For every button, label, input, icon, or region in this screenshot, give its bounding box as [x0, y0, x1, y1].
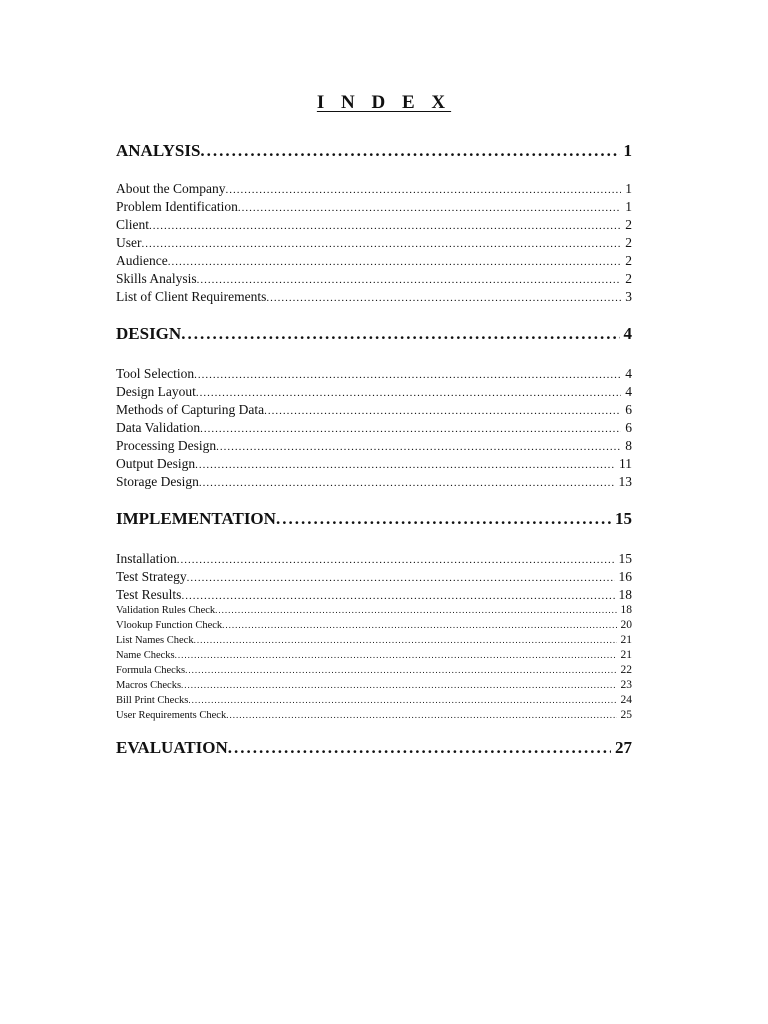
heading-label: IMPLEMENTATION: [116, 509, 276, 528]
dot-leader: [175, 648, 617, 663]
dot-leader: [226, 181, 622, 198]
toc-item: [116, 252, 632, 270]
dot-leader: [264, 402, 621, 419]
dot-leader: [181, 322, 619, 346]
subitem-label: Validation Rules Check: [116, 605, 216, 616]
dot-leader: [226, 708, 616, 723]
dot-leader: [177, 551, 615, 568]
page-number: 15: [618, 551, 632, 566]
toc-item: [116, 568, 632, 586]
page-number: 2: [625, 235, 632, 250]
dot-leader: [187, 569, 615, 586]
page-number: 13: [618, 474, 632, 489]
page-number: 18: [620, 604, 632, 616]
page-number: 25: [620, 709, 632, 721]
item-label: Data Validation: [116, 420, 201, 435]
page-number: 23: [620, 679, 632, 691]
heading-label: ANALYSIS: [116, 141, 201, 160]
item-label: Client: [116, 217, 149, 232]
toc-item: [116, 419, 632, 437]
page-number: 15: [615, 509, 632, 528]
item-label: Problem Identification: [116, 199, 238, 214]
page-number: 2: [625, 253, 632, 268]
page-number: 24: [620, 694, 632, 706]
subitem-label: Vlookup Function Check: [116, 620, 223, 631]
toc-heading-evaluation: [116, 736, 632, 760]
dot-leader: [188, 693, 616, 708]
dot-leader: [200, 139, 619, 163]
toc-item: [116, 216, 632, 234]
item-label: User: [116, 235, 142, 250]
subitem-label: Macros Checks: [116, 680, 182, 691]
dot-leader: [181, 587, 614, 604]
dot-leader: [197, 271, 622, 288]
page-number: 3: [625, 289, 632, 304]
dot-leader: [200, 420, 621, 437]
item-label: List of Client Requirements: [116, 289, 267, 304]
toc-subitem: [116, 633, 632, 648]
heading-label: DESIGN: [116, 324, 182, 343]
toc-item: [116, 198, 632, 216]
toc-subitem: [116, 618, 632, 633]
toc-subitem: [116, 603, 632, 618]
toc-heading-analysis: [116, 139, 632, 163]
index-title: I N D E X: [316, 92, 452, 113]
toc-item: [116, 270, 632, 288]
implementation-section: [116, 507, 632, 531]
item-label: Design Layout: [116, 384, 196, 399]
dot-leader: [181, 678, 616, 693]
dot-leader: [149, 217, 621, 234]
toc-item: [116, 180, 632, 198]
toc-item: [116, 383, 632, 401]
page-number: 6: [625, 420, 632, 435]
page-number: 11: [619, 456, 632, 471]
toc-item: [116, 437, 632, 455]
page-number: 16: [618, 569, 632, 584]
page-number: 1: [623, 141, 632, 160]
page-number: 1: [625, 199, 632, 214]
subitem-label: List Names Check: [116, 635, 194, 646]
subitem-label: Formula Checks: [116, 665, 186, 676]
dot-leader: [195, 456, 615, 473]
page-number: 22: [620, 664, 632, 676]
page-number: 21: [620, 634, 632, 646]
toc-subitem: [116, 648, 632, 663]
dot-leader: [168, 253, 622, 270]
page-number: 6: [625, 402, 632, 417]
page-number: 20: [620, 619, 632, 631]
dot-leader: [194, 366, 621, 383]
toc-subitem: [116, 678, 632, 693]
item-label: Processing Design: [116, 438, 217, 453]
dot-leader: [194, 633, 617, 648]
page-number: 8: [625, 438, 632, 453]
analysis-section: [116, 139, 632, 163]
dot-leader: [228, 736, 611, 760]
dot-leader: [142, 235, 622, 252]
toc-item: [116, 455, 632, 473]
dot-leader: [199, 474, 615, 491]
toc-item: [116, 365, 632, 383]
toc-item: [116, 234, 632, 252]
dot-leader: [238, 199, 621, 216]
toc-subitem: [116, 708, 632, 723]
subitem-label: User Requirements Check: [116, 710, 227, 721]
subitem-label: Bill Print Checks: [116, 695, 189, 706]
page-number: 18: [618, 587, 632, 602]
toc-subitem: [116, 693, 632, 708]
toc-item: [116, 473, 632, 491]
dot-leader: [216, 438, 621, 455]
toc-item: [116, 586, 632, 604]
item-label: Storage Design: [116, 474, 199, 489]
implementation-subitems: [116, 603, 632, 723]
toc-item: [116, 401, 632, 419]
page-number: 2: [625, 271, 632, 286]
subitem-label: Name Checks: [116, 650, 175, 661]
toc-heading-design: [116, 322, 632, 346]
item-label: Skills Analysis: [116, 271, 197, 286]
item-label: Output Design: [116, 456, 196, 471]
design-section: [116, 322, 632, 346]
item-label: Test Results: [116, 587, 182, 602]
item-label: Methods of Capturing Data: [116, 402, 265, 417]
analysis-items: [116, 180, 632, 306]
dot-leader: [276, 507, 611, 531]
page-number: 2: [625, 217, 632, 232]
page-number: 4: [625, 366, 632, 381]
implementation-items: [116, 550, 632, 604]
toc-heading-implementation: [116, 507, 632, 531]
design-items: [116, 365, 632, 491]
dot-leader: [266, 289, 621, 306]
item-label: Test Strategy: [116, 569, 187, 584]
page-number: 21: [620, 649, 632, 661]
toc-item: [116, 550, 632, 568]
toc-subitem: [116, 663, 632, 678]
dot-leader: [196, 384, 621, 401]
dot-leader: [185, 663, 616, 678]
dot-leader: [222, 618, 616, 633]
item-label: Tool Selection: [116, 366, 195, 381]
item-label: Audience: [116, 253, 168, 268]
page-number: 1: [625, 181, 632, 196]
dot-leader: [215, 603, 616, 618]
item-label: Installation: [116, 551, 177, 566]
evaluation-section: [116, 736, 632, 760]
page-number: 4: [625, 384, 632, 399]
item-label: About the Company: [116, 181, 226, 196]
heading-label: EVALUATION: [116, 738, 228, 757]
toc-item: [116, 288, 632, 306]
page-number: 4: [623, 324, 632, 343]
page-number: 27: [615, 738, 632, 757]
